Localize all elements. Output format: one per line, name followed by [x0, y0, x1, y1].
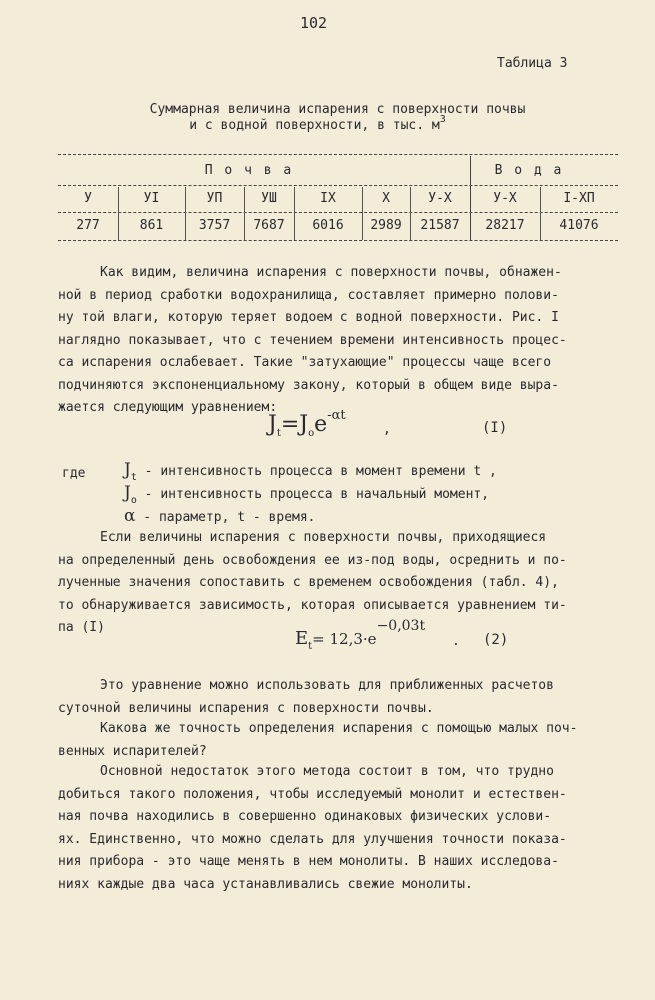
table-header-cell: УШ: [261, 191, 277, 206]
table-header-cell: УI: [143, 191, 160, 206]
where-definition: [124, 460, 497, 483]
paragraph-5-line: ная почва находились в совершенно одинаковых физических услови-: [58, 809, 552, 824]
where-symbol: J: [124, 460, 131, 480]
table-group-water: В о д а: [494, 163, 564, 178]
table-caption-line2: и с водной поверхности, в тыс. $м^3$: [189, 114, 446, 133]
table-group-soil: П о ч в а: [204, 163, 294, 178]
formula1-base: e: [314, 412, 328, 437]
table-value-cell: 41076: [559, 218, 599, 233]
formula2-lhs-sub: t: [308, 641, 313, 652]
table-rule-bottom: [58, 240, 618, 241]
formula-2: [295, 618, 426, 652]
formula1-j0: J: [299, 412, 309, 437]
paragraph-1-line: ной в период сработки водохранилища, составляет примерно полови-: [58, 287, 559, 303]
table-header-cell: УП: [206, 191, 223, 206]
formula1-comma: ,: [383, 422, 391, 437]
formula2-number: (2): [483, 632, 509, 648]
paragraph-3-line: суточной величины испарения с поверхности почвы.: [58, 700, 434, 716]
where-definition: [124, 483, 490, 506]
paragraph-1-line: са испарения ослабевает. Такие "затухающие" процессы чаще всего: [58, 355, 552, 370]
where-text: - интенсивность процесса в момент времени t ,: [136, 464, 497, 479]
paragraph-2-line: па (I): [58, 620, 105, 635]
table-header-cell: У-X: [493, 191, 517, 206]
table-header-cell: У: [84, 191, 92, 206]
paragraph-1-line: жается следующим уравнением:: [58, 400, 278, 415]
paragraph-1-line: ну той влаги, которую теряет водоем с водной поверхности. Рис. I: [58, 310, 559, 325]
where-text: - интенсивность процесса в начальный момент,: [136, 487, 490, 502]
table-header-cell: X: [382, 191, 390, 206]
paragraph-5-line: ния прибора - это чаще менять в нем монолиты. В наших исследова-: [58, 854, 559, 869]
paragraph-1-line: Как видим, величина испарения с поверхности почвы, обнажен-: [100, 265, 562, 280]
paragraph-4-line: Какова же точность определения испарения с помощью малых поч-: [100, 721, 578, 736]
paragraph-2-line: Если величины испарения с поверхности почвы, приходящиеся: [100, 530, 547, 545]
formula1-number: (I): [482, 420, 508, 436]
where-symbol: J: [124, 483, 131, 503]
formula2-rhs: = 12,3·e: [312, 630, 377, 648]
table-value-cell: 2989: [370, 218, 402, 233]
formula2-dot: .: [452, 634, 460, 649]
table-rule-mid: [58, 185, 618, 186]
table-value-cell: 21587: [420, 218, 460, 233]
table-value-cell: 861: [139, 218, 164, 233]
table-value-cell: 3757: [198, 218, 231, 233]
table-value-cell: 28217: [485, 218, 525, 233]
formula2-exponent: −0,03t: [376, 618, 426, 634]
paragraph-5-line: ниях каждые два часа устанавливались свежие монолиты.: [58, 876, 473, 892]
table-value-cell: 277: [76, 218, 100, 233]
table-rule-head: [58, 212, 618, 213]
table-header-cell: I-XП: [563, 191, 595, 206]
formula1-lhs: J: [268, 412, 277, 437]
formula1-equals: =: [280, 412, 300, 437]
formula-1: [268, 408, 346, 439]
paragraph-2-line: лученные значения сопоставить с временем освобождения (табл. 4),: [58, 575, 559, 590]
where-definition: [124, 506, 316, 526]
page-number: 102: [300, 14, 328, 32]
paragraph-2-line: на определенный день освобождения ее из-под воды, осреднить и по-: [58, 552, 567, 568]
paragraph-5-line: ях. Единственно, что можно сделать для улучшения точности показа-: [58, 831, 567, 847]
table-header-cell: IX: [320, 191, 336, 206]
table-value-cell: 6016: [312, 218, 344, 233]
formula1-j0-sub: o: [308, 428, 315, 439]
where-symbol: α: [124, 506, 136, 526]
where-label: где: [62, 466, 86, 481]
table-rule-top: [58, 154, 618, 155]
where-symbol-sub: o: [130, 495, 137, 506]
paragraph-5-line: Основной недостаток этого метода состоит в том, что трудно: [100, 764, 554, 779]
paragraph-2-line: то обнаруживается зависимость, которая описывается уравнением ти-: [58, 597, 567, 613]
where-text: - параметр, t - время.: [135, 510, 316, 525]
paragraph-4-line: венных испарителей?: [58, 743, 207, 759]
table-value-cell: 7687: [253, 218, 285, 233]
paragraph-3-line: Это уравнение можно использовать для приближенных расчетов: [100, 678, 554, 693]
paragraph-1-line: подчиняются экспоненциальному закону, который в общем виде выра-: [58, 377, 559, 393]
where-symbol-sub: t: [130, 472, 137, 483]
paragraph-5-line: добиться такого положения, чтобы исследуемый монолит и естествен-: [58, 786, 567, 802]
formula1-exponent: -αt: [327, 408, 346, 423]
paragraph-1-line: наглядно показывает, что с течением времени интенсивность процес-: [58, 332, 567, 348]
formula2-lhs: E: [295, 628, 309, 649]
table-caption-line1: Суммарная величина испарения с поверхности почвы: [149, 102, 526, 117]
table-label: Таблица 3: [497, 56, 568, 71]
formula1-lhs-sub: t: [276, 428, 281, 439]
table-header-cell: У-X: [428, 191, 452, 206]
